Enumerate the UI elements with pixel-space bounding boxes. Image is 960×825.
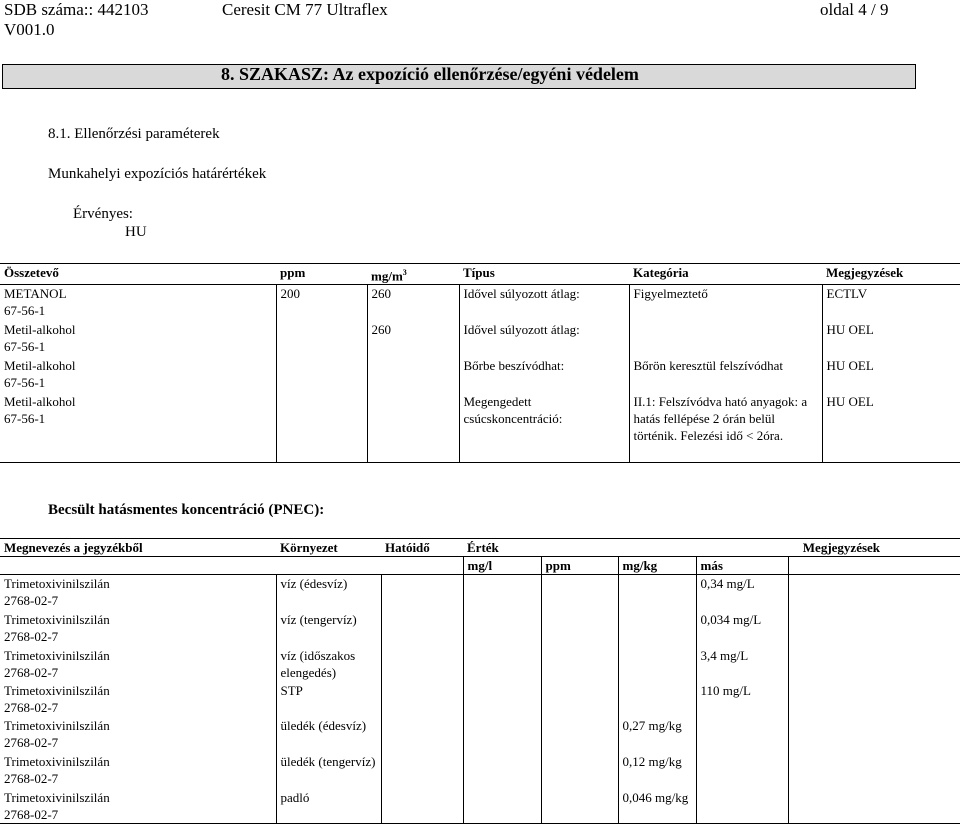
col-ppm: ppm — [541, 557, 618, 575]
table-row: Trimetoxivinilszilán 2768-02-7 padló 0,046 mg/kg — [0, 789, 960, 824]
col-mgm3: $mg/m^3$ — [367, 264, 459, 285]
table-row: Metil-alkohol 67-56-1 Bőrbe beszívódhat: Bőrön keresztül felszívódhat HU OEL — [0, 357, 960, 393]
col-component: Összetevő — [0, 264, 276, 285]
col-exposure: Hatóidő — [381, 539, 463, 557]
pnec-table — [0, 538, 960, 824]
col-notes: Megjegyzések — [822, 264, 960, 285]
table-row: Metil-alkohol 67-56-1 Megengedett csúcskoncentráció: II.1: Felszívódva ható anyagok: a hatás fellépése 2 órán belül történik. Felezési idő < 2óra. HU OEL — [0, 393, 960, 463]
col-type: Típus — [459, 264, 629, 285]
col-value: Érték — [463, 539, 788, 557]
section-title: 8. SZAKASZ: Az expozíció ellenőrzése/egyéni védelem — [221, 64, 639, 84]
table-row: Trimetoxivinilszilán 2768-02-7 víz (tengervíz) 0,034 mg/L — [0, 611, 960, 647]
version-label: V001.0 — [4, 20, 55, 39]
table-row: Trimetoxivinilszilán 2768-02-7 üledék (tengervíz) 0,12 mg/kg — [0, 753, 960, 789]
table-row: METANOL 67-56-1 200 260 Idővel súlyozott átlag: Figyelmeztető ECTLV — [0, 285, 960, 321]
col-name: Megnevezés a jegyzékből — [0, 539, 276, 557]
col-other: más — [696, 557, 788, 575]
table-row: Trimetoxivinilszilán 2768-02-7 üledék (édesvíz) 0,27 mg/kg — [0, 717, 960, 753]
valid-value: HU — [125, 224, 147, 240]
sdb-number: SDB száma:: 442103 — [4, 0, 149, 19]
table-row: Trimetoxivinilszilán 2768-02-7 víz (édesvíz) 0,34 mg/L — [0, 575, 960, 611]
col-mgkg: mg/kg — [618, 557, 696, 575]
valid-label: Érvényes: — [73, 206, 133, 222]
subsection-subtitle: Munkahelyi expozíciós határértékek — [48, 166, 267, 182]
col-ppm: ppm — [276, 264, 367, 285]
table-row: Trimetoxivinilszilán 2768-02-7 STP 110 mg/L — [0, 682, 960, 717]
col-notes: Megjegyzések — [788, 539, 960, 557]
table-row: Metil-alkohol 67-56-1 260 Idővel súlyozott átlag: HU OEL — [0, 321, 960, 357]
col-mgl: mg/l — [463, 557, 541, 575]
col-category: Kategória — [629, 264, 822, 285]
subsection-title: 8.1. Ellenőrzési paraméterek — [48, 126, 220, 142]
product-name: Ceresit CM 77 Ultraflex — [222, 0, 388, 19]
oel-table — [0, 263, 960, 463]
col-environment: Környezet — [276, 539, 381, 557]
pnec-title: Becsült hatásmentes koncentráció (PNEC): — [48, 502, 325, 518]
page-number: oldal 4 / 9 — [820, 0, 889, 19]
table-row: Trimetoxivinilszilán 2768-02-7 víz (időszakos elengedés) 3,4 mg/L — [0, 647, 960, 682]
